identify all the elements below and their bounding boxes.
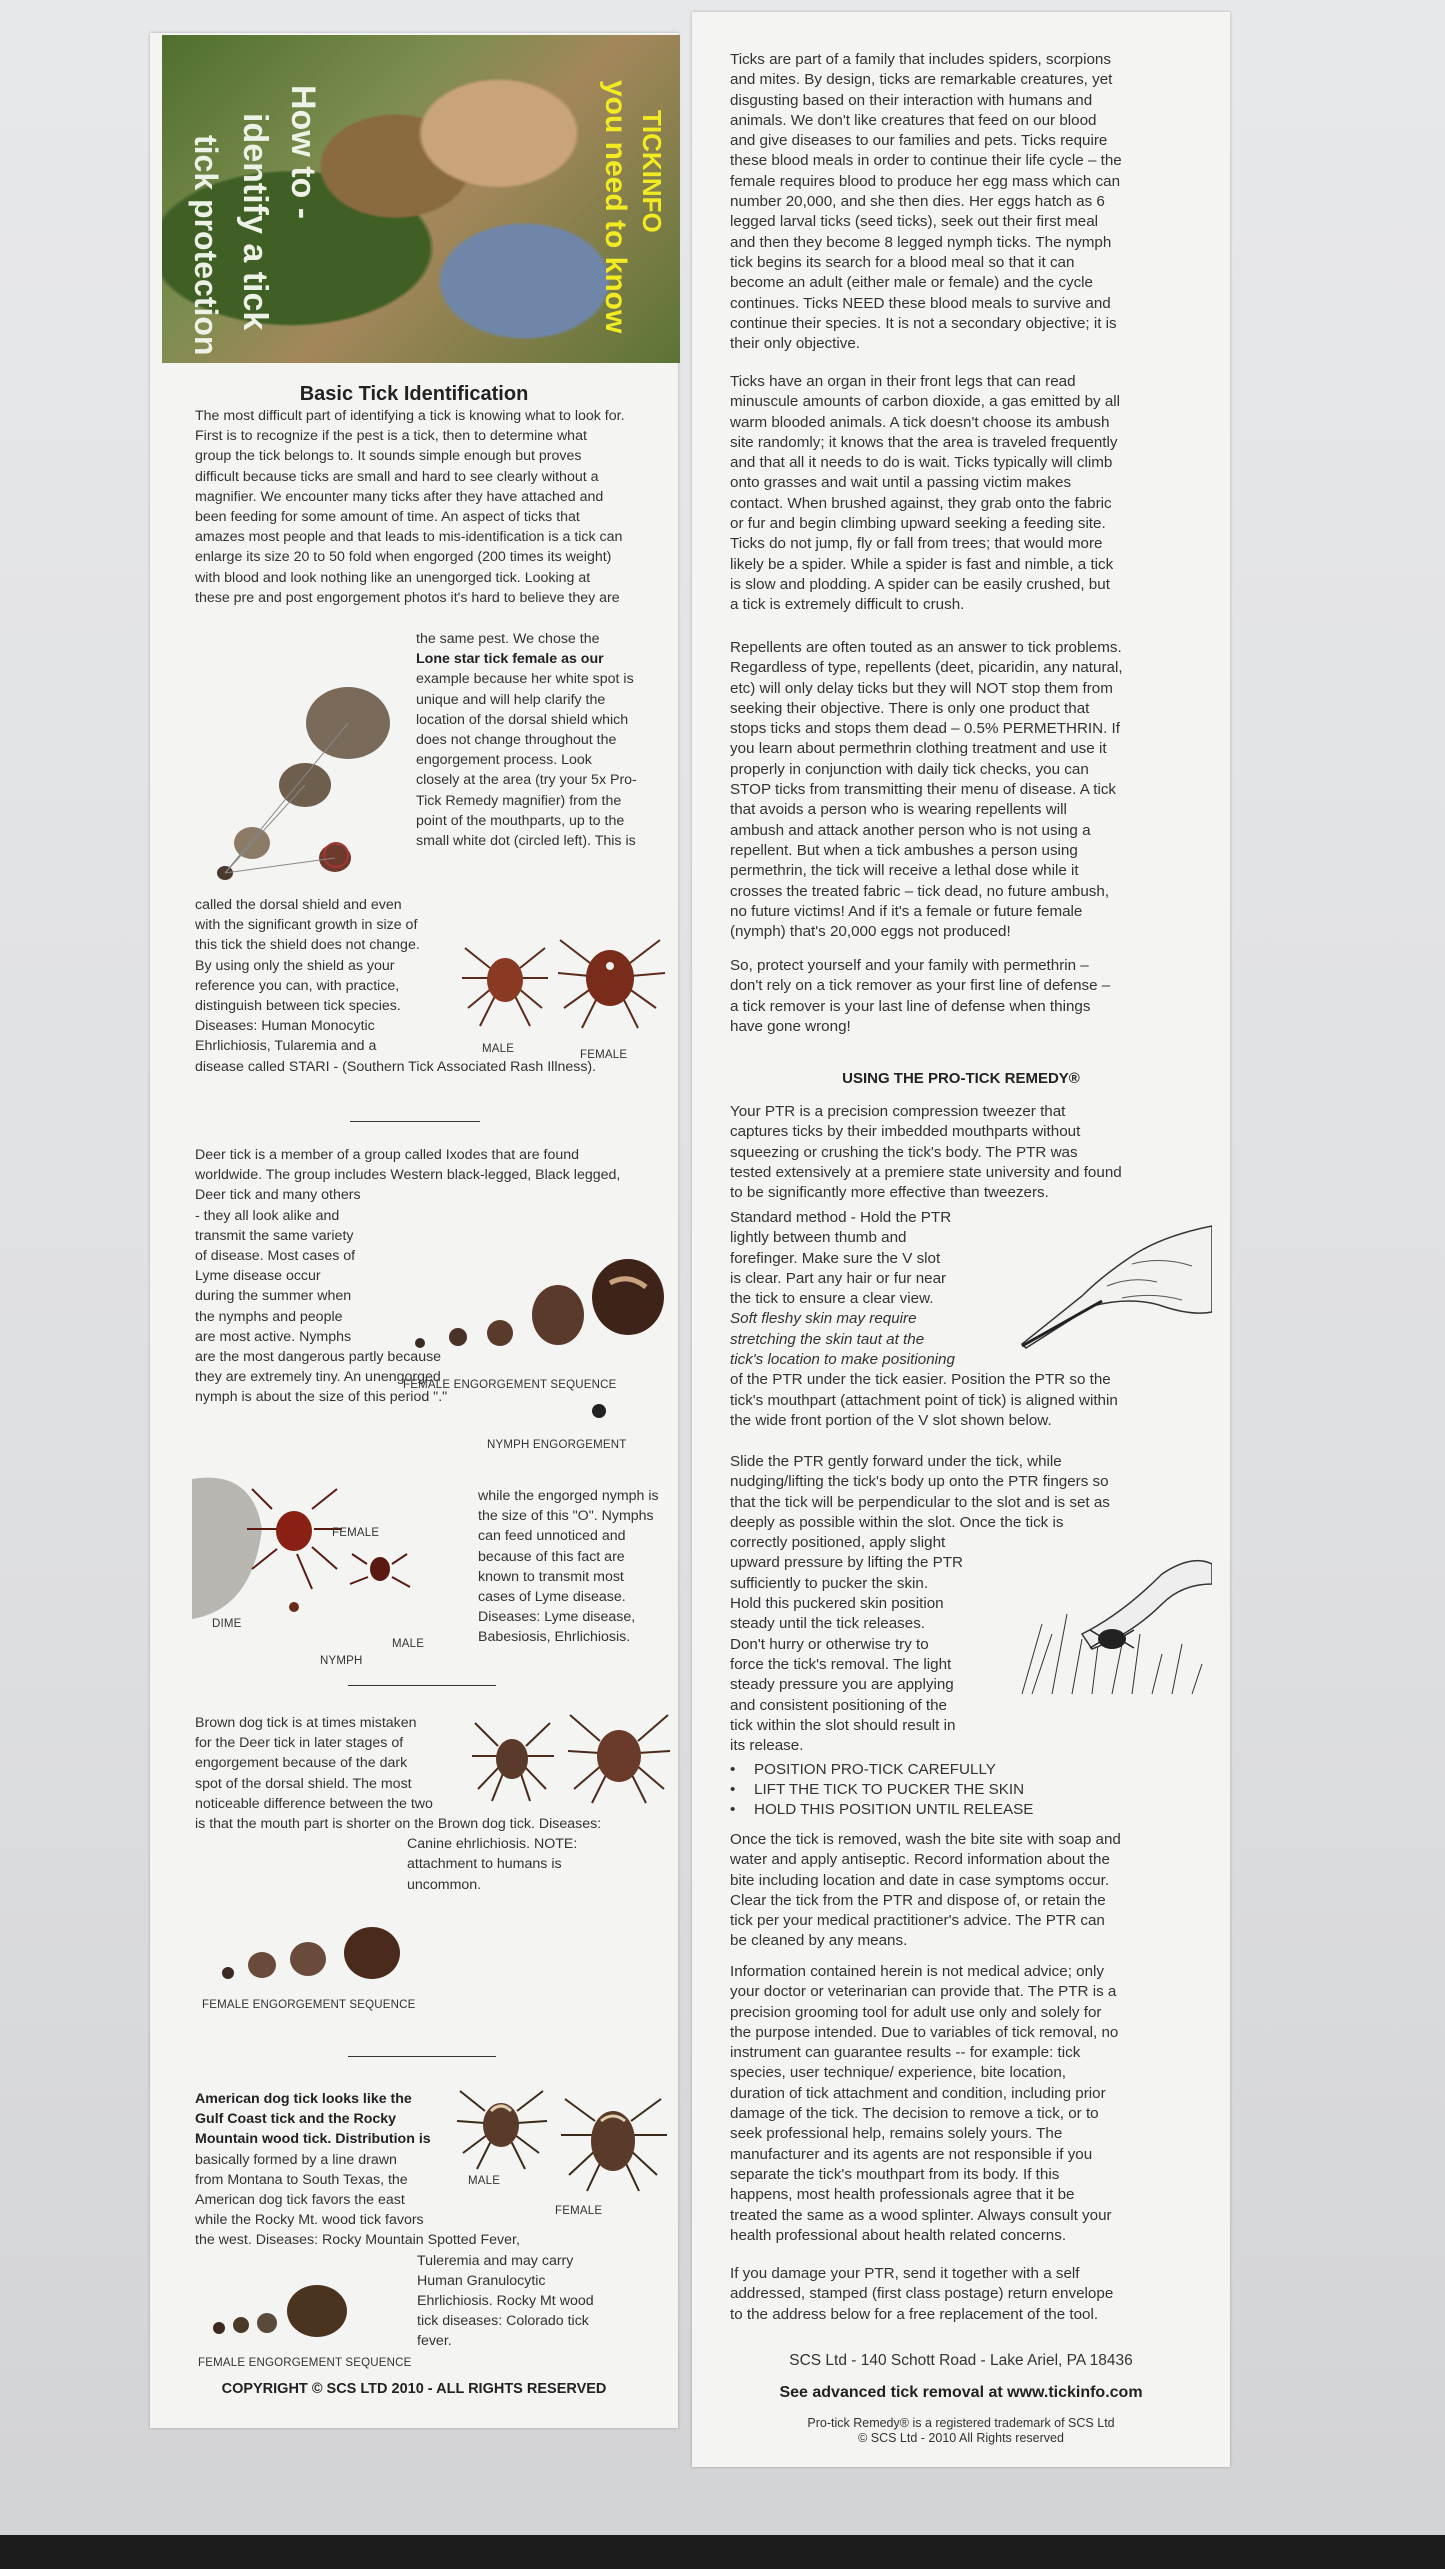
ptr-steps-list: [730, 1760, 1033, 1820]
slide-ptr-paragraph: Slide the PTR gently forward under the tick, while nudging/lifting the tick's body up onto the PTR fingers so that the tick will be perpendicular to the slot and is set as deeply as possible within the slot. Once the tick is correctly positioned, apply slight upward pressure by lifting the PTR sufficiently to pucker the skin. Hold this puckered skin position steady until the tick releases. Don't hurry or otherwise try to force the tick's removal. The light steady pressure you are applying and consistent positioning of the tick within the slot should result in its release.: [730, 1453, 1110, 1755]
cover-line-1: How to -: [284, 85, 322, 220]
cover-line-3: tick protection: [188, 135, 224, 356]
brown-dog-sequence-caption: FEMALE ENGORGEMENT SEQUENCE: [202, 1999, 416, 2011]
dorsal-shield-paragraph: called the dorsal shield and even with the significant growth in size of this tick the shield does not change. By using only the shield as your reference you can, with practice, distinguish between tick species. Diseases: Human Monocytic Ehrlichiosis, Tularemia and a disease called STARI - (Southern Tick Associated Rash Illness).: [195, 897, 597, 1075]
nymph-engorged-icon: [592, 1404, 606, 1418]
american-sequence-caption: FEMALE ENGORGEMENT SEQUENCE: [198, 2357, 412, 2369]
lonestar-paragraph: the same pest. We chose the Lone star tick female as our example because her white spot is unique and will help clarify the location of the dorsal shield which does not change throughout the engorgement process. Look closely at the area (try your 5x Pro- Tick Remedy magnifier) from the point of the mouthparts, up to the small white dot (circled left). This is: [416, 631, 637, 850]
trademark-notice: Pro-tick Remedy® is a registered trademark of SCS Ltd © SCS Ltd - 2010 All Rights reserved: [807, 2416, 1115, 2445]
dime-caption: DIME: [212, 1618, 242, 1630]
american-dog-tick-paragraph: American dog tick looks like the Gulf Coast tick and the Rocky Mountain wood tick. Distribution is basically formed by a line drawn from Montana to South Texas, the American dog tick favors the east while the Rocky Mt. wood tick favors the west. Diseases: Rocky Mountain Spotted Fever, Tuleremia and may carry Human Granulocytic Ehrlichiosis. Rocky Mt wood tick diseases: Colorado tick fever.: [195, 2091, 594, 2350]
deer-engorgement-illustration: [400, 1253, 670, 1373]
hand-holding-ptr-illustration: [1012, 1216, 1212, 1356]
disclaimer-paragraph: Information contained herein is not medical advice; only your doctor or veterinarian can provide that. The PTR is a precision grooming tool for adult use only and solely for the purpose intended. Due to variables of tick removal, no instrument can guarantee results -- for example: tick species, user technique/ experience, bite location, duration of tick attachment and condition, including prior damage of the tick. The decision to remove a tick, or to seek professional help, remains solely yours. The manufacturer and its agents are not responsible if you separate the tick's mouthpart from its body. If this happens, most health professionals agree that it be treated the same as a wood splinter. Always consult your health professional about health related concerns.: [730, 1963, 1119, 2244]
american-female-caption: FEMALE: [555, 2205, 603, 2217]
company-address: SCS Ltd - 140 Schott Road - Lake Ariel, PA 18436: [789, 2352, 1133, 2369]
brown-dog-male-female-illustration: [470, 1701, 670, 1811]
deer-nymph-paragraph: while the engorged nymph is the size of this "O". Nymphs can feed unnoticed and because of this fact are known to transmit most cases of Lyme disease. Diseases: Lyme disease, Babesiosis, Ehrlichiosis.: [478, 1488, 659, 1646]
ptr-step: • POSITION PRO-TICK CAREFULLY: [730, 1760, 1033, 1780]
lonestar-female-caption: FEMALE: [580, 1049, 628, 1061]
repellents-paragraph: Repellents are often touted as an answer to tick problems. Regardless of type, repellents (deet, picaridin, any natural, etc) will only delay ticks but they will NOT stop them from seeking their objective. There is only one product that stops ticks and stops them dead – 0.5% PERMETHRIN. If you learn about permethrin clothing treatment and use it properly in conjunction with daily tick checks, you can STOP ticks from transmitting their menu of disease. A tick that avoids a person who is wearing repellents will ambush and attack another person who is not using a repellent. But when a tick ambushes a person using permethrin, the tick will receive a lethal dose while it crosses the treated fabric – tick dead, no future ambush, no future victims! And if it's a female or future female (nymph) that's 20,000 eggs not produced!: [730, 639, 1123, 941]
standard-method-paragraph: Standard method - Hold the PTR lightly between thumb and forefinger. Make sure the V slot is clear. Part any hair or fur near the tick to ensure a clear view. Soft fleshy skin may require stretching the skin taut at the tick's location to make positioning of the PTR under the tick easier. Position the PTR so the tick's mouthpart (attachment point of tick) is aligned within the wide front portion of the V slot shown below.: [730, 1209, 1118, 1429]
lonestar-engorgement-illustration: [200, 673, 400, 913]
lonestar-male-caption: MALE: [482, 1043, 515, 1055]
cover-line-2: identify a tick: [236, 113, 274, 331]
lonestar-male-female-illustration: [460, 928, 670, 1038]
website-link[interactable]: See advanced tick removal at www.tickinfo.com: [779, 2384, 1143, 2401]
deer-sequence-caption: FEMALE ENGORGEMENT SEQUENCE: [403, 1379, 617, 1391]
left-copyright: COPYRIGHT © SCS LTD 2010 - ALL RIGHTS RESERVED: [221, 2381, 607, 2397]
dime-nymph-caption: NYMPH: [320, 1655, 363, 1667]
using-ptr-title: USING THE PRO-TICK REMEDY®: [842, 1070, 1080, 1087]
deer-dime-comparison-illustration: [192, 1469, 427, 1639]
dime-female-caption: FEMALE: [332, 1527, 380, 1539]
american-dog-male-female-illustration: [455, 2081, 670, 2221]
ticks-organ-paragraph: Ticks have an organ in their front legs that can read minuscule amounts of carbon dioxide, a gas emitted by all warm blooded animals. A tick doesn't choose its ambush site randomly; it knows that the area is traveled frequently and that all it needs to do is wait. Ticks typically will climb onto grasses and wait until a passing victim makes contact. When brushed against, they grab onto the fabric or fur and begin climbing upward seeking a feeding site. Ticks do not jump, fly or fall from trees; that would more likely be a spider. While a spider is fast and nimble, a tick is slow and plodding. A spider can be easily crushed, but a tick is extremely difficult to crush.: [730, 373, 1121, 614]
replacement-paragraph: If you damage your PTR, send it together with a self addressed, stamped (first class postage) return envelope to the address below for a free replacement of the tool.: [730, 2265, 1114, 2323]
american-male-caption: MALE: [468, 2175, 501, 2187]
ptr-intro-paragraph: Your PTR is a precision compression tweezer that captures ticks by their imbedded mouthparts without squeezing or crushing the tick's body. The PTR was tested extensively at a premiere state university and found to be significantly more effective than tweezers.: [730, 1103, 1122, 1202]
divider: [348, 2056, 496, 2057]
cover-brand: TICKINFO: [637, 110, 667, 233]
after-removal-paragraph: Once the tick is removed, wash the bite site with soap and water and apply antiseptic. Record information about the bite including location and date in case symptoms occur. Clear the tick from the PTR and dispose of, or retain the tick per your medical practitioner's advice. The PTR can be cleaned by any means.: [730, 1831, 1121, 1950]
left-brochure-panel: [150, 33, 678, 2428]
nymph-engorgement-caption: NYMPH ENGORGEMENT: [487, 1439, 627, 1451]
brown-dog-tick-paragraph: Brown dog tick is at times mistaken for the Deer tick in later stages of engorgement because of the dark spot of the dorsal shield. The most noticeable difference between the two is that the mouth part is shorter on the Brown dog tick. Diseases: Canine ehrlichiosis. NOTE: attachment to humans is uncommon.: [195, 1715, 602, 1893]
dime-male-caption: MALE: [392, 1638, 425, 1650]
ptr-step: • LIFT THE TICK TO PUCKER THE SKIN: [730, 1780, 1033, 1800]
right-brochure-panel: [692, 12, 1230, 2467]
intro-paragraph: The most difficult part of identifying a tick is knowing what to look for. First is to recognize if the pest is a tick, then to determine what group the tick belongs to. It sounds simple enough but proves difficult because ticks are small and hard to see clearly without a magnifier. We encounter many ticks after they have attached and been feeding for some amount of time. An aspect of ticks that amazes most people and that leads to mis-identification is a tick can enlarge its size 20 to 50 fold when engorged (200 times its weight) with blood and look nothing like an unengorged tick. Looking at these pre and post engorgement photos it's hard to believe they are: [195, 408, 625, 606]
deer-tick-paragraph: Deer tick is a member of a group called Ixodes that are found worldwide. The group includes Western black-legged, Black legged, Deer tick and many others - they all look alike and transmit the same variety of disease. Most cases of Lyme disease occur during the summer when the nymphs and people are most active. Nymphs are the most dangerous partly because they are extremely tiny. An unengorged nymph is about the size of this period ".": [195, 1147, 621, 1406]
divider: [348, 1685, 496, 1686]
american-dog-engorgement-illustration: [205, 2273, 365, 2353]
cover-subtitle: you need to know: [599, 80, 632, 334]
divider: [350, 1121, 480, 1122]
ticks-family-paragraph: Ticks are part of a family that includes spiders, scorpions and mites. By design, ticks are remarkable creatures, yet disgusting based on their interaction with humans and animals. We don't like creatures that feed on our blood and give diseases to our families and pets. Ticks require these blood meals in order to continue their life cycle – the female requires blood to produce her egg mass which can number 20,000, and she then dies. Her eggs hatch as 6 legged larval ticks (seed ticks), seek out their first meal and then they become 8 legged nymph ticks. The nymph tick begins its search for a blood meal so that it can become an adult (either male or female) and the cycle continues. Ticks NEED these blood meals to survive and continue their species. It is not a secondary objective; it is their only objective.: [730, 51, 1122, 353]
ptr-step: • HOLD THIS POSITION UNTIL RELEASE: [730, 1800, 1033, 1820]
cover-photo: [162, 35, 680, 363]
brown-dog-engorgement-illustration: [210, 1913, 440, 2003]
protect-paragraph: So, protect yourself and your family with permethrin – don't rely on a tick remover as your first line of defense – a tick remover is your last line of defense when things have gone wrong!: [730, 957, 1111, 1035]
floor-strip: [0, 2535, 1445, 2569]
tick-removal-illustration: [1012, 1544, 1212, 1704]
page-title: Basic Tick Identification: [299, 383, 529, 405]
